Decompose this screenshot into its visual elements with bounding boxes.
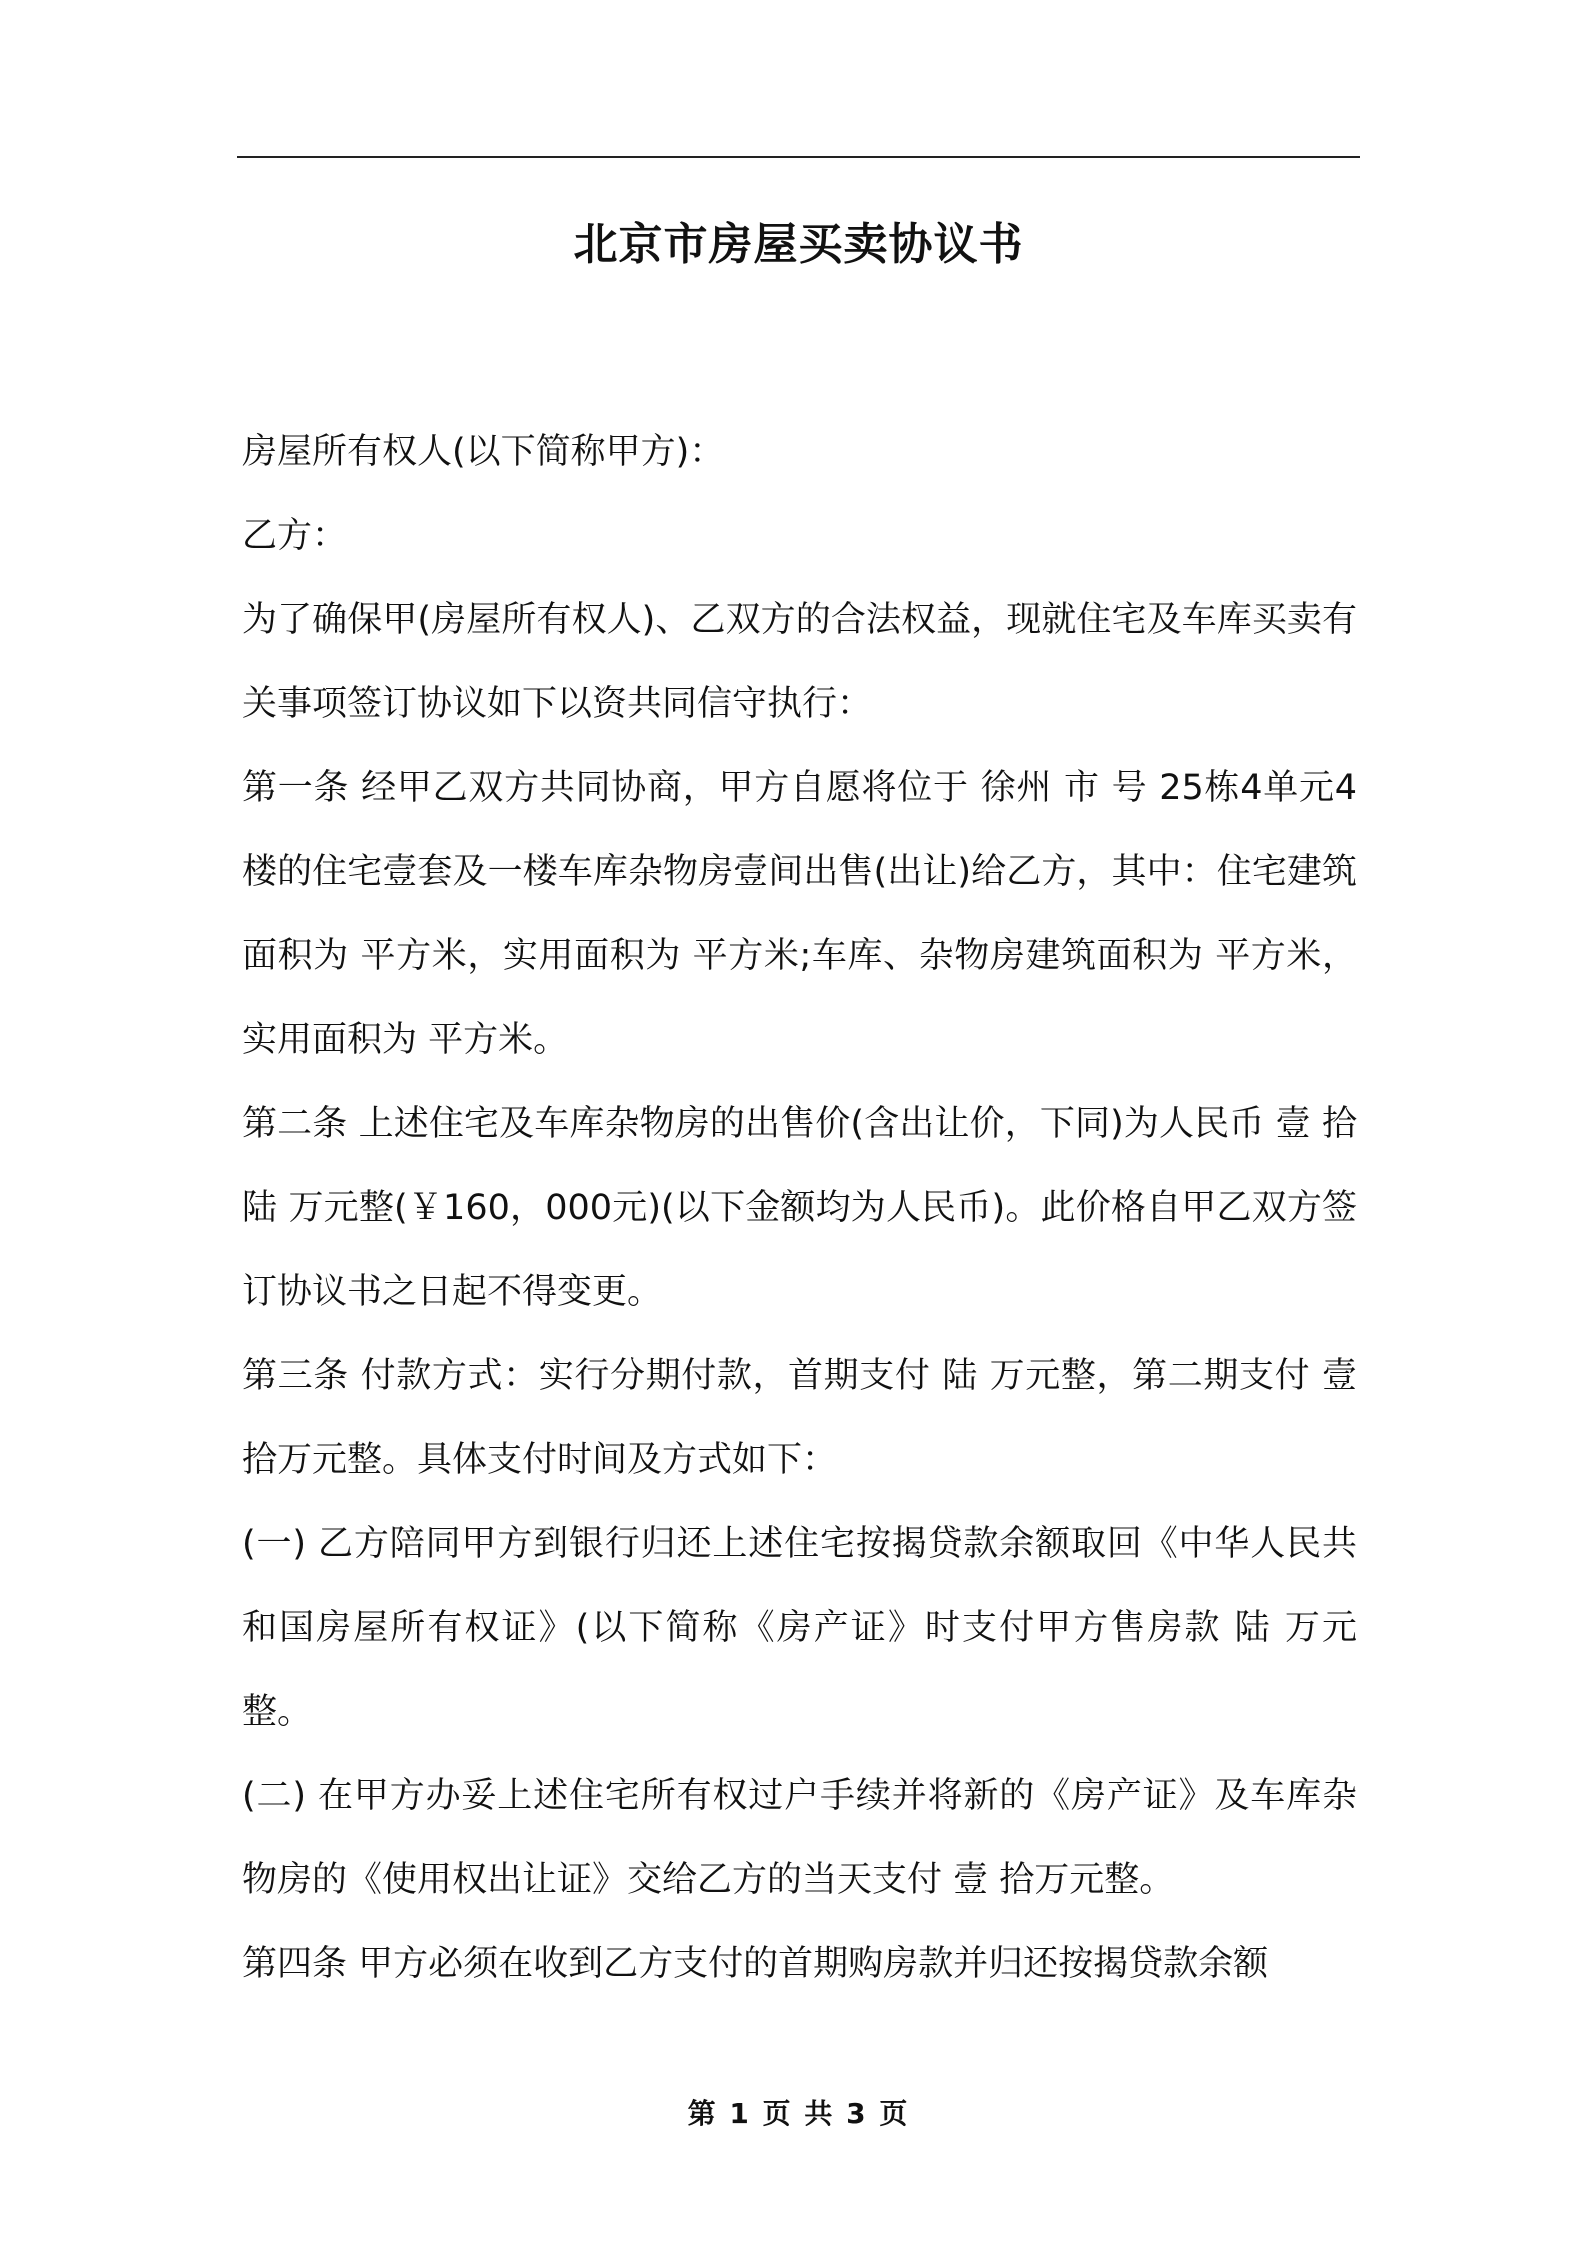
document-body [242, 410, 1357, 2006]
document-title: 北京市房屋买卖协议书 [573, 219, 1024, 270]
paragraph-article-4: 第四条 甲方必须在收到乙方支付的首期购房款并归还按揭贷款余额 [242, 1944, 1269, 1984]
header-rule [237, 156, 1360, 158]
paragraph-preamble: 为了确保甲(房屋所有权人)、乙双方的合法权益，现就住宅及车库买卖有关事项签订协议如下以资共同信守执行： [242, 600, 1357, 724]
paragraph-buyer: 乙方： [242, 516, 348, 556]
paragraph-article-2: 第二条 上述住宅及车库杂物房的出售价(含出让价，下同)为人民币 壹 拾 陆 万元整(￥160，000元)(以下金额均为人民币)。此价格自甲乙双方签订协议书之日起不得变更。 [242, 1104, 1357, 1312]
paragraph-clause-1: (一) 乙方陪同甲方到银行归还上述住宅按揭贷款余额取回《中华人民共和国房屋所有权证》(以下简称《房产证》时支付甲方售房款 陆 万元整。 [242, 1524, 1357, 1732]
page-number-footer: 第 1 页 共 3 页 [687, 2097, 910, 2130]
paragraph-article-3: 第三条 付款方式：实行分期付款，首期支付 陆 万元整，第二期支付 壹 拾万元整。具体支付时间及方式如下： [242, 1356, 1357, 1480]
paragraph-article-1: 第一条 经甲乙双方共同协商，甲方自愿将位于 徐州 市 号 25栋4单元4楼的住宅壹套及一楼车库杂物房壹间出售(出让)给乙方，其中：住宅建筑面积为 平方米，实用面积为 平方米;车库、杂物房建筑面积为 平方米，实用面积为 平方米。 [242, 768, 1357, 1060]
paragraph-clause-2: (二) 在甲方办妥上述住宅所有权过户手续并将新的《房产证》及车库杂物房的《使用权出让证》交给乙方的当天支付 壹 拾万元整。 [242, 1776, 1357, 1900]
paragraph-seller: 房屋所有权人(以下简称甲方)： [242, 432, 725, 472]
